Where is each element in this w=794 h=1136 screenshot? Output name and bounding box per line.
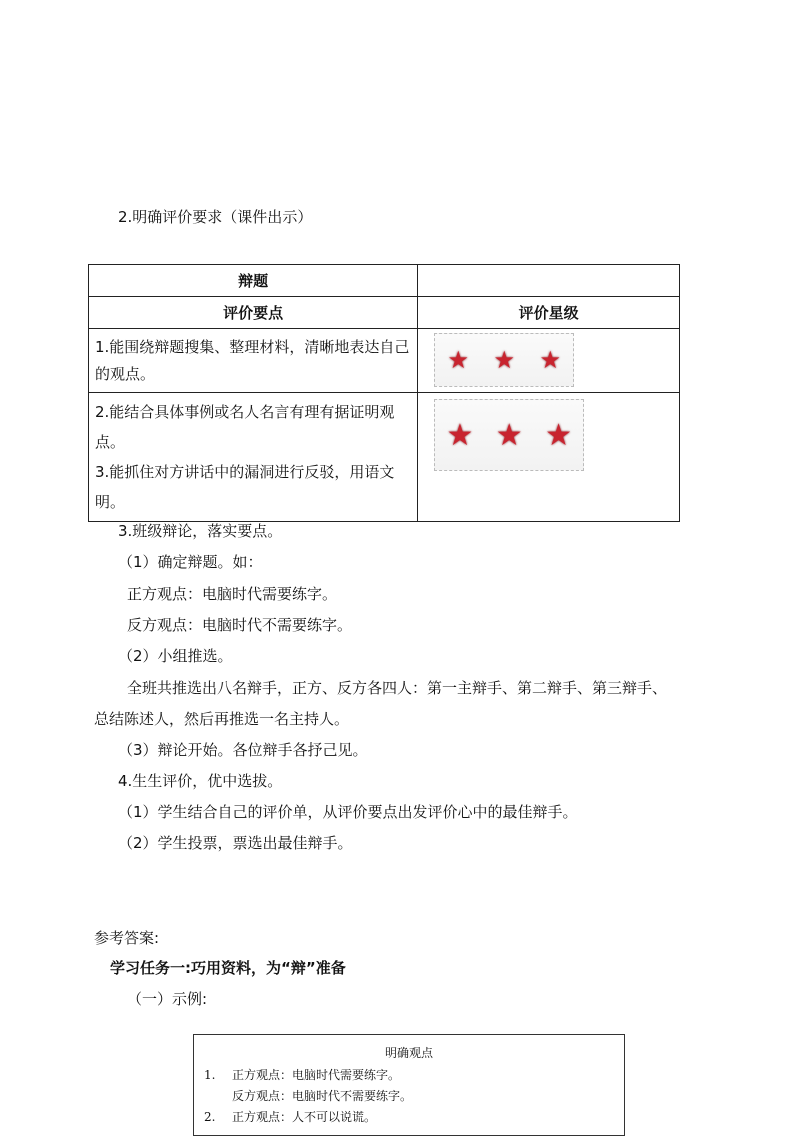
section-title: 2.明确评价要求（课件出示） [118, 208, 313, 226]
evaluation-table [88, 264, 680, 522]
star-icon: ★ [447, 346, 469, 374]
star-rating-2[interactable] [434, 399, 584, 471]
step-3-2-text-1: 全班共推选出八名辩手，正方、反方各四人：第一主辩手、第二辩手、第三辩手、 [127, 679, 668, 697]
criteria-row-2 [89, 393, 680, 522]
step-3-heading: 3.班级辩论，落实要点。 [118, 522, 283, 540]
criteria-3-text: 3.能抓住对方讲话中的漏洞进行反驳，用语文明。 [95, 463, 395, 511]
line-number: 2. [204, 1110, 216, 1124]
star-icon: ★ [539, 346, 561, 374]
example-box-line [204, 1066, 400, 1083]
example-box-line [204, 1108, 376, 1125]
star-icon: ★ [495, 417, 523, 453]
header-row [89, 297, 680, 329]
criteria-1-text: 1.能围绕辩题搜集、整理材料，清晰地表达自己的观点。 [95, 338, 410, 383]
example-box-title: 明确观点 [384, 1046, 433, 1060]
step-3-2-text-2: 总结陈述人，然后再推选一名主持人。 [94, 710, 350, 728]
step-3-2: （2）小组推选。 [118, 647, 233, 665]
topic-row [89, 265, 680, 297]
topic-label: 辩题 [89, 265, 418, 297]
col-header-points: 评价要点 [89, 297, 418, 329]
step-4-heading: 4.生生评价，优中选拔。 [118, 772, 283, 790]
star-rating-1[interactable] [434, 333, 574, 387]
line-text: 正方观点：人不可以说谎。 [232, 1110, 377, 1124]
example-box [193, 1034, 625, 1136]
step-4-2: （2）学生投票，票选出最佳辩手。 [118, 834, 353, 852]
answers-heading: 参考答案: [94, 929, 160, 947]
con-viewpoint: 反方观点：电脑时代不需要练字。 [127, 616, 353, 634]
topic-value[interactable] [418, 265, 680, 297]
line-text: 正方观点：电脑时代需要练字。 [232, 1068, 401, 1082]
step-3-1: （1）确定辩题。如： [118, 553, 263, 571]
example-label: （一）示例: [127, 990, 208, 1008]
star-icon: ★ [493, 346, 515, 374]
star-icon: ★ [545, 417, 572, 453]
example-box-line [204, 1087, 412, 1104]
star-icon: ★ [446, 417, 474, 453]
criteria-row-1 [89, 329, 680, 393]
criteria-2-text: 2.能结合具体事例或名人名言有理有据证明观点。 [95, 403, 395, 451]
col-header-stars: 评价星级 [418, 297, 680, 329]
task-1-title: 学习任务一:巧用资料，为“辩”准备 [110, 959, 346, 977]
line-text: 反方观点：电脑时代不需要练字。 [232, 1089, 413, 1103]
step-4-1: （1）学生结合自己的评价单，从评价要点出发评价心中的最佳辩手。 [118, 803, 578, 821]
line-number: 1. [204, 1068, 216, 1082]
step-3-3: （3）辩论开始。各位辩手各抒己见。 [118, 741, 368, 759]
pro-viewpoint: 正方观点：电脑时代需要练字。 [127, 585, 338, 603]
